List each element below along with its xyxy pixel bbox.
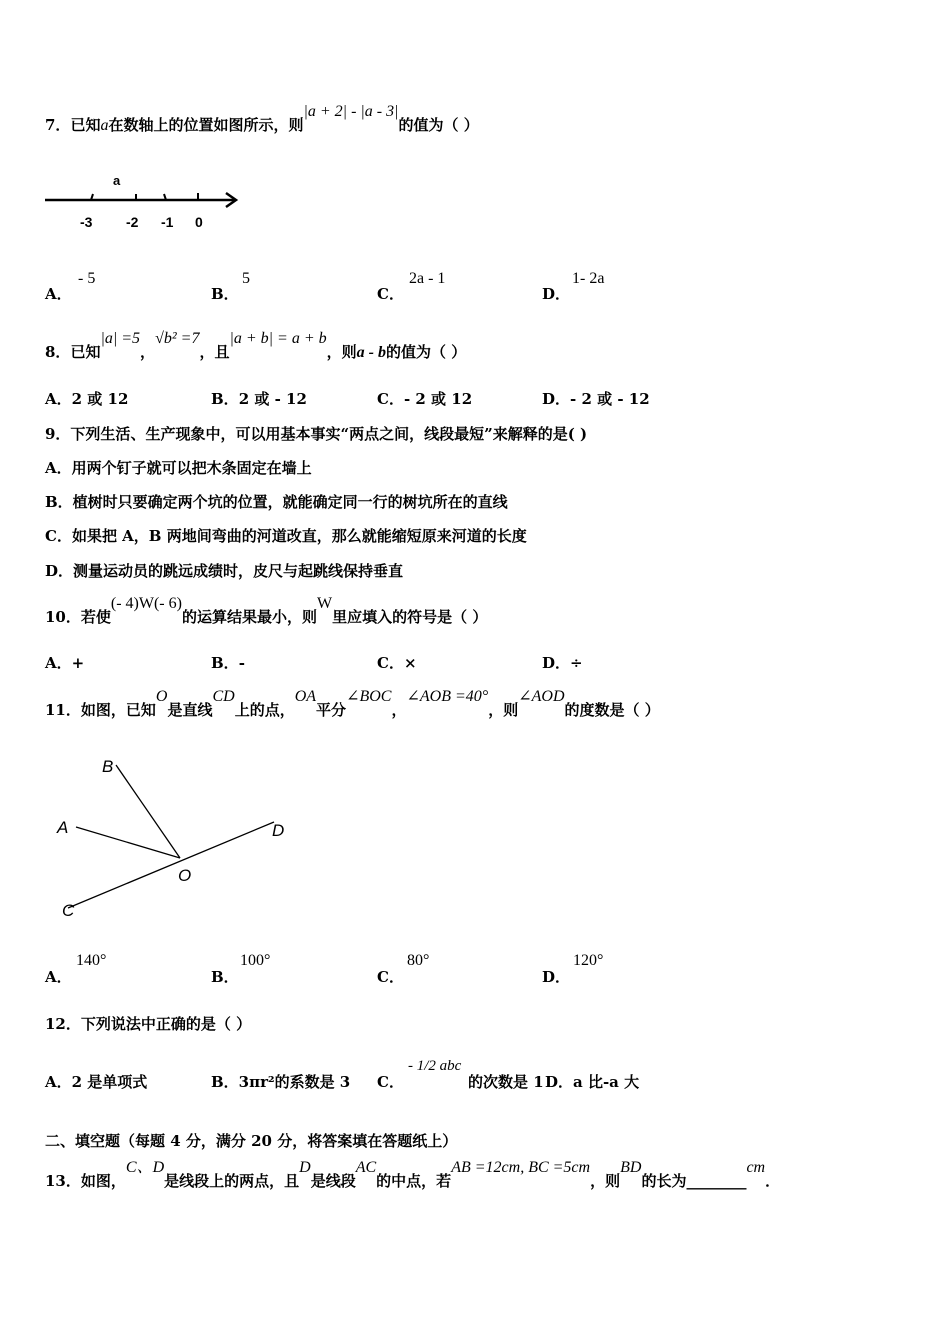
q11-option-b-value: 100° bbox=[240, 952, 271, 969]
q12-option-c-expr: - 1/2 abc bbox=[408, 1058, 462, 1074]
q11-label-c: C bbox=[62, 901, 75, 920]
q11-stem: 11．如图，已知O是直线CD上的点，OA平分∠BOC，∠AOB =40°，则∠AOD的度数是（ ） bbox=[45, 688, 660, 719]
q10-option-c[interactable]: C．× bbox=[377, 654, 417, 672]
q11-label-o: O bbox=[178, 866, 192, 885]
q11-option-c[interactable]: C． bbox=[377, 968, 404, 986]
q8-stem: 8．已知|a| =5，√b² =7，且|a + b| = a + b，则a - b的值为（ ） bbox=[45, 330, 467, 361]
q11-label-d: D bbox=[272, 821, 285, 840]
q11-option-d-value: 120° bbox=[573, 952, 604, 969]
q10-option-a[interactable]: A．+ bbox=[45, 654, 85, 672]
q11-label-b: B bbox=[102, 757, 114, 776]
q7-number-line bbox=[40, 168, 250, 238]
q12-option-d[interactable]: D．a 比-a 大 bbox=[545, 1073, 640, 1091]
q12-stem: 12．下列说法中正确的是（ ） bbox=[45, 1015, 252, 1033]
q10-expr: (- 4)W(- 6) bbox=[110, 595, 182, 612]
q11-label-a: A bbox=[57, 818, 69, 837]
q7-option-b-value: 5 bbox=[242, 270, 250, 287]
q7-stem: 7．已知a在数轴上的位置如图所示，则|a + 2| - |a - 3|的值为（ ） bbox=[45, 103, 479, 134]
q11-option-a-value: 140° bbox=[76, 952, 107, 969]
q7-option-d-value: 1- 2a bbox=[572, 270, 605, 287]
q8-expr-1: |a| =5 bbox=[100, 330, 141, 347]
q11-option-c-value: 80° bbox=[407, 952, 430, 969]
q12-option-b[interactable]: B．3πr²的系数是 3 bbox=[211, 1073, 351, 1091]
q11-option-d[interactable]: D． bbox=[542, 968, 571, 986]
q7-var: a bbox=[100, 117, 109, 134]
q10-option-b[interactable]: B．- bbox=[211, 654, 245, 672]
q7-option-a[interactable]: A． bbox=[45, 285, 72, 303]
q12-option-c[interactable]: C． bbox=[377, 1073, 404, 1091]
q8-option-b[interactable]: B．2 或 - 12 bbox=[211, 390, 307, 408]
q7-option-c-value: 2a - 1 bbox=[409, 270, 446, 287]
q10-option-d[interactable]: D．÷ bbox=[542, 654, 583, 672]
q7-option-c[interactable]: C． bbox=[377, 285, 404, 303]
q9-option-c[interactable]: C．如果把 A，B 两地间弯曲的河道改直，那么就能缩短原来河道的长度 bbox=[45, 527, 527, 545]
q7-tick-label: -2 bbox=[126, 214, 139, 230]
q9-stem: 9．下列生活、生产现象中，可以用基本事实“两点之间，线段最短”来解释的是( ) bbox=[45, 425, 588, 443]
q10-symbol: W bbox=[316, 595, 333, 612]
q9-option-d[interactable]: D．测量运动员的跳远成绩时，皮尺与起跳线保持垂直 bbox=[45, 562, 404, 580]
q12-option-a[interactable]: A．2 是单项式 bbox=[45, 1073, 148, 1091]
q7-option-b[interactable]: B． bbox=[211, 285, 239, 303]
q8-option-c[interactable]: C．- 2 或 12 bbox=[377, 390, 473, 408]
section-2-heading: 二、填空题（每题 4 分，满分 20 分，将答案填在答题纸上） bbox=[45, 1132, 458, 1150]
q7-option-d[interactable]: D． bbox=[542, 285, 571, 303]
q9-option-a[interactable]: A．用两个钉子就可以把木条固定在墙上 bbox=[45, 459, 312, 477]
q7-point-label: a bbox=[113, 173, 121, 188]
q8-option-d[interactable]: D．- 2 或 - 12 bbox=[542, 390, 650, 408]
q12-option-c-text: 的次数是 1 bbox=[468, 1073, 544, 1091]
q11-option-b[interactable]: B． bbox=[211, 968, 239, 986]
q8-expr-2: √b² =7 bbox=[155, 330, 200, 347]
q7-option-a-value: - 5 bbox=[78, 270, 96, 287]
q7-tick-label: -3 bbox=[80, 214, 93, 230]
q7-tick-label: -1 bbox=[161, 214, 174, 230]
q10-stem: 10．若使(- 4)W(- 6)的运算结果最小，则W里应填入的符号是（ ） bbox=[45, 595, 488, 626]
q8-expr-3: |a + b| = a + b bbox=[229, 330, 327, 347]
q8-expr-4: a - b bbox=[356, 344, 386, 361]
q11-figure bbox=[50, 750, 300, 925]
q9-option-b[interactable]: B．植树时只要确定两个坑的位置，就能确定同一行的树坑所在的直线 bbox=[45, 493, 508, 511]
q8-option-a[interactable]: A．2 或 12 bbox=[45, 390, 129, 408]
q7-expr: |a + 2| - |a - 3| bbox=[303, 103, 399, 120]
q7-tick-label: 0 bbox=[195, 214, 203, 230]
q11-option-a[interactable]: A． bbox=[45, 968, 72, 986]
q13-stem: 13．如图，C、D是线段上的两点，且D是线段AC的中点，若AB =12cm, BC =5cm，则BD的长为________cm． bbox=[45, 1159, 781, 1190]
